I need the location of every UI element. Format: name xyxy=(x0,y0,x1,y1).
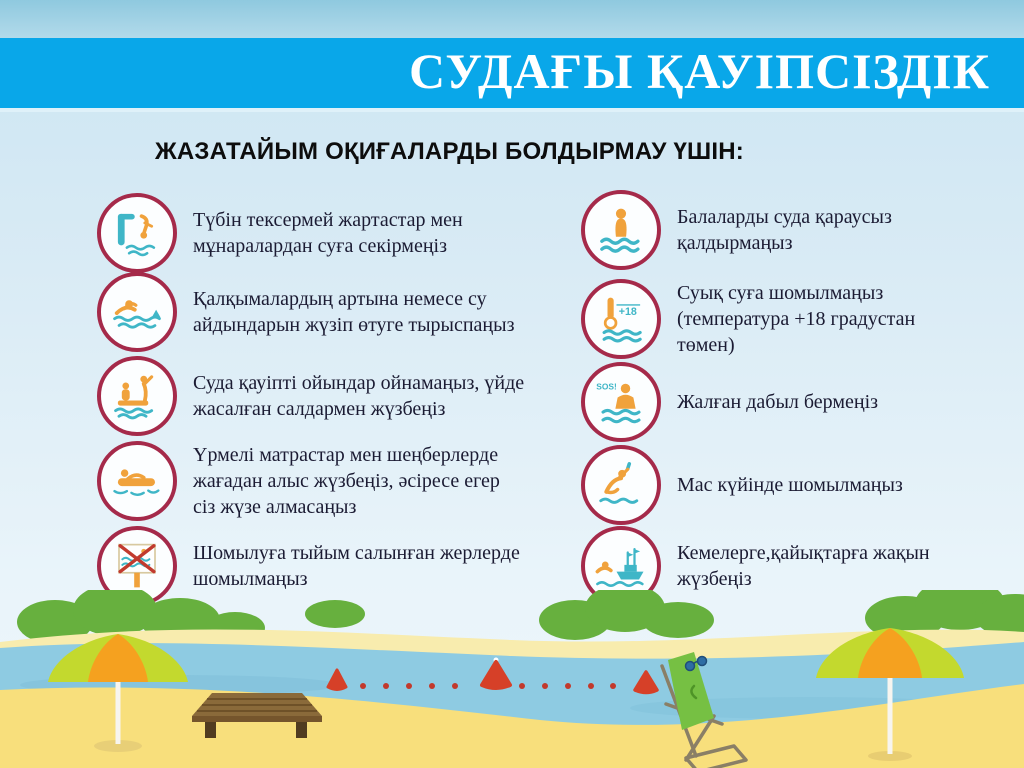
sos-text: SOS! xyxy=(596,381,617,392)
thermometer-value: +18 xyxy=(618,306,637,319)
page-title: СУДАҒЫ ҚАУІПСІЗДІК xyxy=(408,43,990,99)
no-swimming-past-buoys-icon xyxy=(97,272,177,352)
safety-item xyxy=(97,272,525,352)
no-air-mattress-far-icon xyxy=(97,441,177,521)
safety-item-text: Суда қауіпті ойындар ойнамаңыз, үйде жасалған салдармен жүзбеңіз xyxy=(193,372,525,420)
safety-item-text: Үрмелі матрастар мен шеңберлерде жағадан алыс жүзбеңіз, әсіресе егер сіз жүзе алмасаңыз xyxy=(193,444,500,518)
no-diving-from-rocks-icon xyxy=(97,193,177,273)
cold-water-thermometer-icon xyxy=(581,279,661,359)
safety-item xyxy=(97,441,525,521)
no-drunk-swimming-icon xyxy=(581,445,661,525)
subtitle: ЖАЗАТАЙЫМ ОҚИҒАЛАРДЫ БОЛДЫРМАУ ҮШІН: xyxy=(155,138,744,165)
safety-item xyxy=(581,190,957,270)
safety-item-text: Түбін тексермей жартастар мен мұнаралардан суға секірмеңіз xyxy=(193,209,463,257)
safety-item xyxy=(581,445,957,525)
safety-item xyxy=(97,356,525,436)
safety-item-text: Суық суға шомылмаңыз (температура +18 градустан төмен) xyxy=(677,282,916,356)
beach-scene xyxy=(0,590,1024,768)
false-alarm-sos-icon xyxy=(581,362,661,442)
safety-item-text: Шомылуға тыйым салынған жерлерде шомылмаңыз xyxy=(193,542,520,590)
safety-item-text: Қалқымалардың артына немесе су айдындарын жүзіп өтуге тырыспаңыз xyxy=(193,288,515,336)
safety-item xyxy=(581,362,957,442)
top-gradient-strip xyxy=(0,0,1024,38)
safety-item-text: Балаларды суда қараусыз қалдырмаңыз xyxy=(677,206,892,254)
safety-item xyxy=(581,279,957,359)
safety-item-text: Кемелерге,қайықтарға жақын жүзбеңіз xyxy=(677,542,930,590)
safety-item xyxy=(97,193,525,273)
no-dangerous-games-icon xyxy=(97,356,177,436)
child-unattended-icon xyxy=(581,190,661,270)
safety-item-text: Жалған дабыл бермеңіз xyxy=(677,391,879,413)
safety-item-text: Мас күйінде шомылмаңыз xyxy=(677,474,903,496)
